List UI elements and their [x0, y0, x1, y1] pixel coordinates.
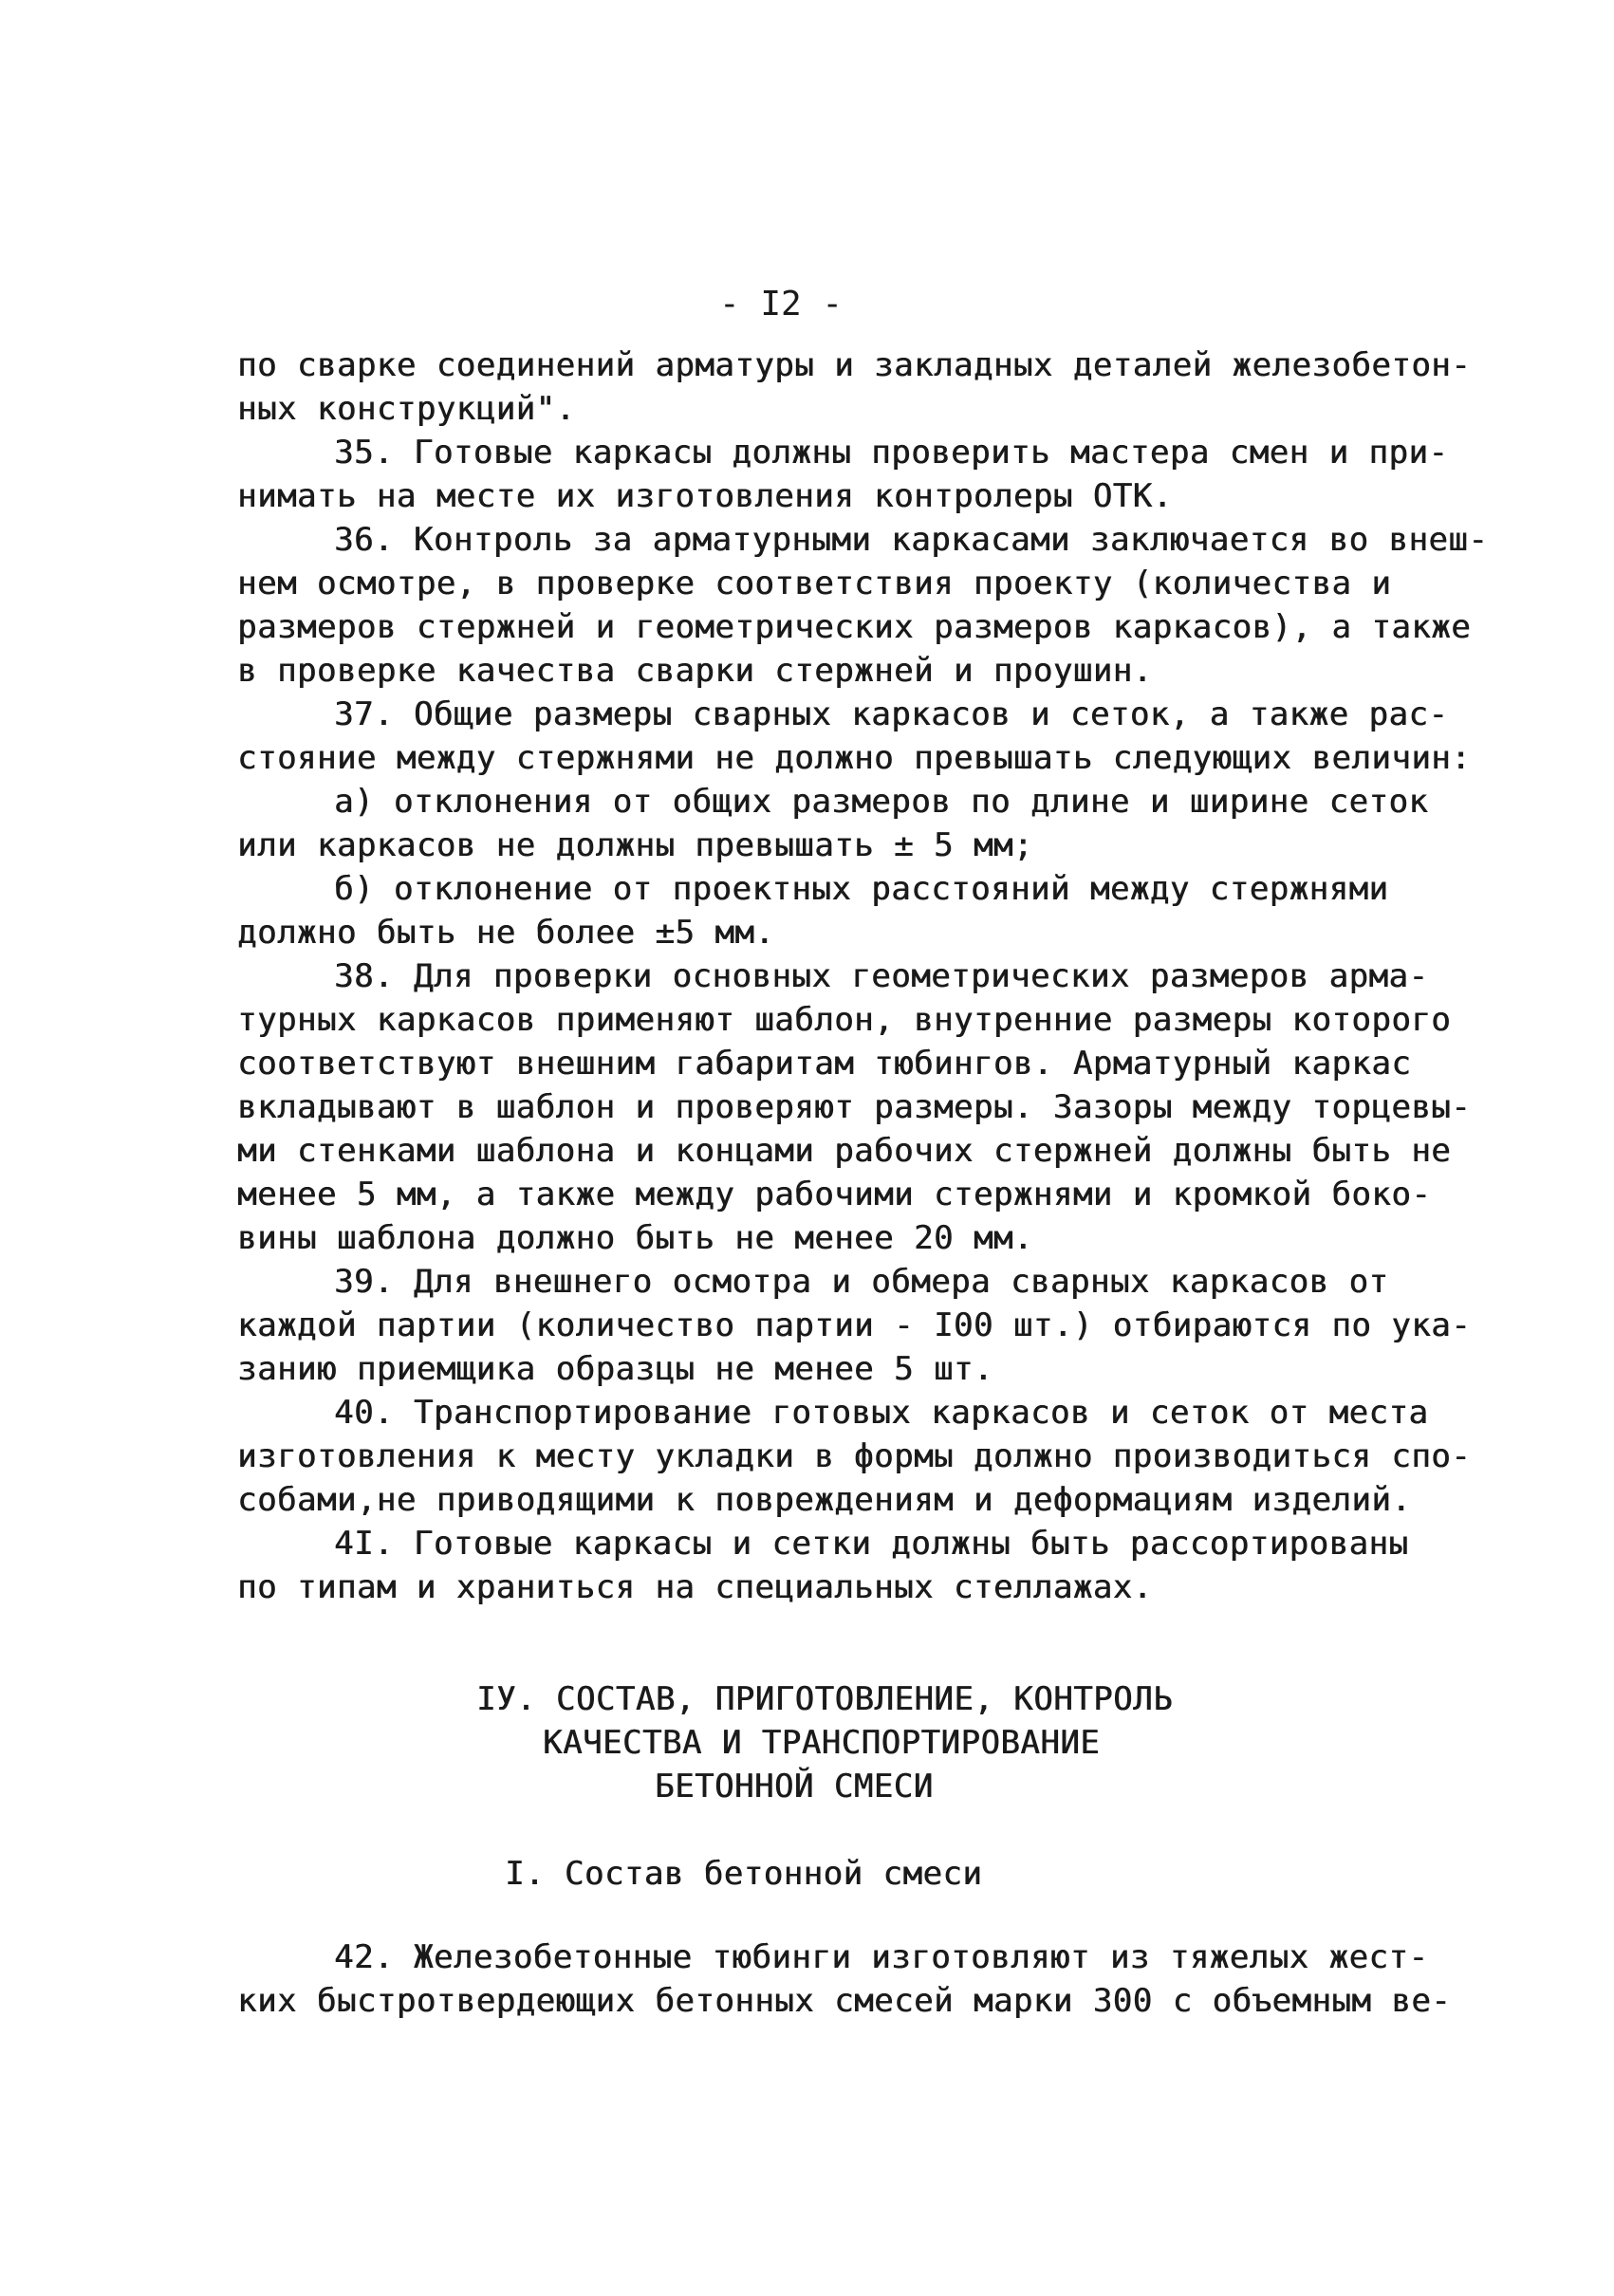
text-line: изготовления к месту укладки в формы должно производиться спо-	[237, 1437, 1472, 1475]
text-line: вины шаблона должно быть не менее 20 мм.	[237, 1219, 1033, 1257]
text-line: менее 5 мм, а также между рабочими стержнями и кромкой боко-	[237, 1176, 1432, 1213]
text-line: должно быть не более ±5 мм.	[237, 914, 775, 952]
text-line: размеров стержней и геометрических размеров каркасов), а также	[237, 608, 1472, 646]
text-line: турных каркасов применяют шаблон, внутренние размеры которого	[237, 1001, 1452, 1039]
text-line: 39. Для внешнего осмотра и обмера сварных каркасов от	[334, 1263, 1389, 1301]
text-line: 36. Контроль за арматурными каркасами заключается во внеш-	[334, 521, 1489, 559]
text-line: 35. Готовые каркасы должны проверить мастера смен и при-	[334, 434, 1449, 472]
text-line: вкладывают в шаблон и проверяют размеры. Зазоры между торцевы-	[237, 1088, 1472, 1126]
text-line: занию приемщика образцы не менее 5 шт.	[237, 1350, 993, 1388]
text-line: ких быстротвердеющих бетонных смесей марки 300 с объемным ве-	[237, 1982, 1452, 2020]
section-heading-line: IУ. СОСТАВ, ПРИГОТОВЛЕНИЕ, КОНТРОЛЬ	[476, 1680, 1173, 1718]
section-heading-line: БЕТОННОЙ СМЕСИ	[655, 1768, 934, 1805]
text-line: 40. Транспортирование готовых каркасов и сеток от места	[334, 1394, 1429, 1432]
text-line: нимать на месте их изготовления контролеры ОТК.	[237, 477, 1173, 515]
page-number: - I2 -	[719, 285, 844, 324]
text-line: соответствуют внешним габаритам тюбингов. Арматурный каркас	[237, 1045, 1412, 1083]
text-line: в проверке качества сварки стержней и проушин.	[237, 652, 1153, 690]
text-line: каждой партии (количество партии - I00 шт.) отбираются по ука-	[237, 1306, 1472, 1344]
text-line: 4I. Готовые каркасы и сетки должны быть рассортированы	[334, 1525, 1409, 1563]
text-line: или каркасов не должны превышать ± 5 мм;	[237, 826, 1033, 864]
text-line: ми стенками шаблона и концами рабочих стержней должны быть не	[237, 1132, 1452, 1170]
text-line: 37. Общие размеры сварных каркасов и сеток, а также рас-	[334, 695, 1449, 733]
section-heading-line: КАЧЕСТВА И ТРАНСПОРТИРОВАНИЕ	[543, 1724, 1101, 1762]
text-line: собами,не приводящими к повреждениям и деформациям изделий.	[237, 1481, 1412, 1519]
text-line: по сварке соединений арматуры и закладных деталей железобетон-	[237, 346, 1472, 384]
text-line: нем осмотре, в проверке соответствия проекту (количества и	[237, 565, 1392, 602]
text-line: а) отклонения от общих размеров по длине и ширине сеток	[334, 783, 1429, 821]
text-line: по типам и храниться на специальных стеллажах.	[237, 1568, 1153, 1606]
subsection-heading: I. Состав бетонной смеси	[505, 1855, 983, 1893]
text-line: 38. Для проверки основных геометрических размеров арма-	[334, 957, 1429, 995]
text-line: б) отклонение от проектных расстояний между стержнями	[334, 870, 1389, 908]
text-line: ных конструкций".	[237, 390, 576, 428]
text-line: 42. Железобетонные тюбинги изготовляют из тяжелых жест-	[334, 1938, 1429, 1976]
text-line: стояние между стержнями не должно превышать следующих величин:	[237, 739, 1472, 777]
